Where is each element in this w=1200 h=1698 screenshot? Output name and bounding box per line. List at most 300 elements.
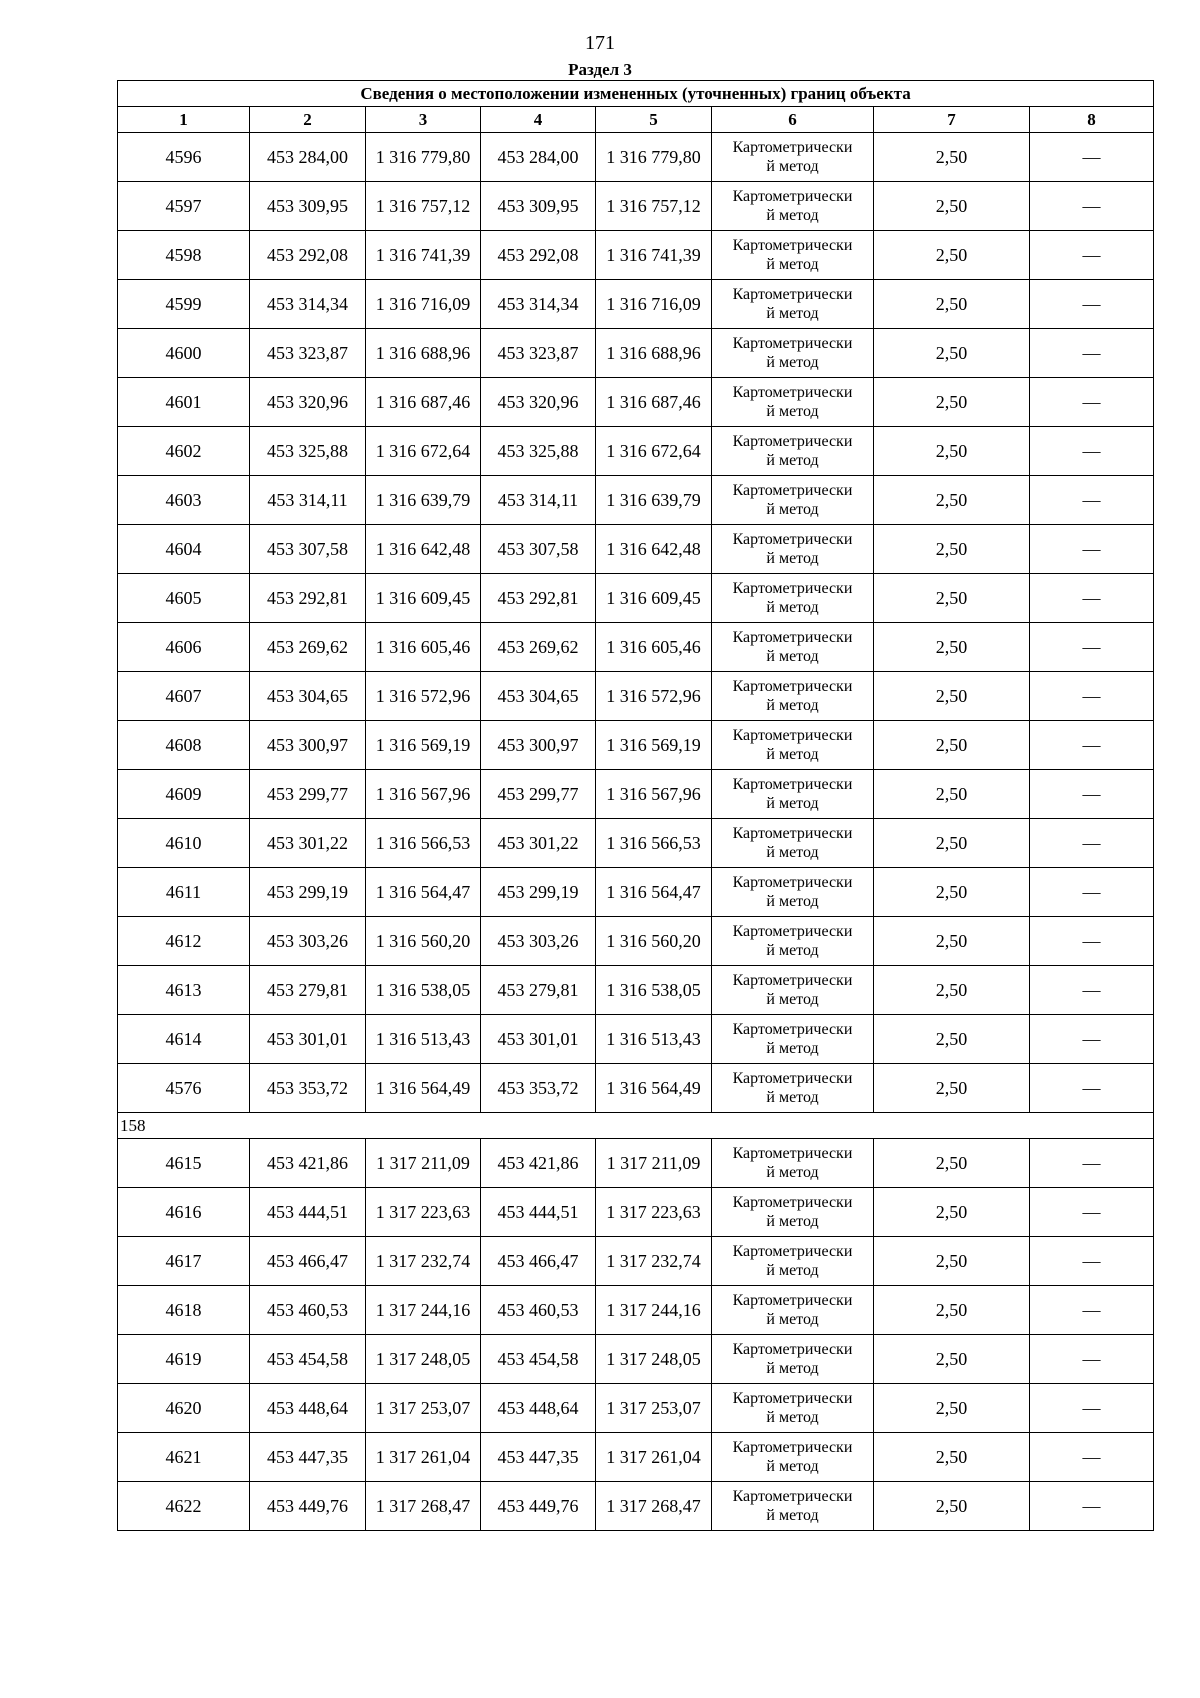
new-x-cell: 453 449,76 [481, 1482, 596, 1531]
method-text: Картометрически [732, 727, 853, 744]
method-text: й метод [766, 844, 819, 861]
method-text: й метод [766, 207, 819, 224]
method-cell [712, 1139, 874, 1188]
accuracy-cell: 2,50 [874, 1139, 1030, 1188]
method-text: й метод [766, 991, 819, 1008]
new-y-cell: 1 316 538,05 [596, 966, 712, 1015]
method-text: Картометрически [732, 1439, 853, 1456]
method-text: й метод [766, 550, 819, 567]
old-x-cell: 453 454,58 [250, 1335, 366, 1384]
coordinates-table [117, 80, 1154, 1531]
point-number-cell: 4618 [118, 1286, 250, 1335]
old-x-cell: 453 279,81 [250, 966, 366, 1015]
method-cell [712, 1335, 874, 1384]
method-text: й метод [766, 403, 819, 420]
new-y-cell: 1 317 253,07 [596, 1384, 712, 1433]
old-y-cell: 1 316 564,47 [366, 868, 481, 917]
new-y-cell: 1 316 672,64 [596, 427, 712, 476]
table-body [118, 133, 1154, 1531]
new-x-cell: 453 279,81 [481, 966, 596, 1015]
method-text: й метод [766, 648, 819, 665]
accuracy-cell: 2,50 [874, 280, 1030, 329]
new-x-cell: 453 309,95 [481, 182, 596, 231]
old-y-cell: 1 316 560,20 [366, 917, 481, 966]
old-y-cell: 1 316 642,48 [366, 525, 481, 574]
accuracy-cell: 2,50 [874, 868, 1030, 917]
method-cell [712, 231, 874, 280]
accuracy-cell: 2,50 [874, 917, 1030, 966]
new-x-cell: 453 454,58 [481, 1335, 596, 1384]
new-x-cell: 453 299,77 [481, 770, 596, 819]
new-x-cell: 453 314,34 [481, 280, 596, 329]
accuracy-cell: 2,50 [874, 1286, 1030, 1335]
method-cell [712, 182, 874, 231]
method-text: Картометрически [732, 286, 853, 303]
point-number-cell: 4606 [118, 623, 250, 672]
new-x-cell: 453 421,86 [481, 1139, 596, 1188]
old-x-cell: 453 460,53 [250, 1286, 366, 1335]
accuracy-cell: 2,50 [874, 133, 1030, 182]
accuracy-cell: 2,50 [874, 1015, 1030, 1064]
note-cell: — [1030, 1188, 1154, 1237]
table-row [118, 1286, 1154, 1335]
method-text: й метод [766, 942, 819, 959]
new-x-cell: 453 299,19 [481, 868, 596, 917]
old-y-cell: 1 316 567,96 [366, 770, 481, 819]
method-text: й метод [766, 256, 819, 273]
method-cell [712, 672, 874, 721]
note-cell: — [1030, 182, 1154, 231]
new-x-cell: 453 303,26 [481, 917, 596, 966]
old-y-cell: 1 317 261,04 [366, 1433, 481, 1482]
new-y-cell: 1 316 687,46 [596, 378, 712, 427]
note-cell: — [1030, 378, 1154, 427]
new-x-cell: 453 301,01 [481, 1015, 596, 1064]
method-text: Картометрически [732, 678, 853, 695]
note-cell: — [1030, 133, 1154, 182]
note-cell: — [1030, 917, 1154, 966]
method-text: Картометрически [732, 335, 853, 352]
new-y-cell: 1 316 567,96 [596, 770, 712, 819]
note-cell: — [1030, 672, 1154, 721]
method-text: й метод [766, 1262, 819, 1279]
method-text: Картометрически [732, 188, 853, 205]
method-text: й метод [766, 1507, 819, 1524]
old-x-cell: 453 444,51 [250, 1188, 366, 1237]
point-number-cell: 4613 [118, 966, 250, 1015]
method-text: Картометрически [732, 1021, 853, 1038]
group-row [118, 1113, 1154, 1139]
method-text: Картометрически [732, 433, 853, 450]
method-cell [712, 329, 874, 378]
new-y-cell: 1 316 741,39 [596, 231, 712, 280]
method-cell [712, 280, 874, 329]
table-row [118, 1433, 1154, 1482]
point-number-cell: 4607 [118, 672, 250, 721]
new-y-cell: 1 316 564,47 [596, 868, 712, 917]
old-y-cell: 1 316 741,39 [366, 231, 481, 280]
method-cell [712, 1064, 874, 1113]
table-row [118, 721, 1154, 770]
new-y-cell: 1 317 244,16 [596, 1286, 712, 1335]
method-text: Картометрически [732, 237, 853, 254]
point-number-cell: 4610 [118, 819, 250, 868]
accuracy-cell: 2,50 [874, 966, 1030, 1015]
old-x-cell: 453 353,72 [250, 1064, 366, 1113]
old-x-cell: 453 300,97 [250, 721, 366, 770]
table-row [118, 1139, 1154, 1188]
note-cell: — [1030, 868, 1154, 917]
table-row [118, 231, 1154, 280]
point-number-cell: 4621 [118, 1433, 250, 1482]
table-row [118, 280, 1154, 329]
new-y-cell: 1 316 609,45 [596, 574, 712, 623]
method-text: й метод [766, 599, 819, 616]
old-y-cell: 1 317 268,47 [366, 1482, 481, 1531]
old-x-cell: 453 292,08 [250, 231, 366, 280]
method-cell [712, 721, 874, 770]
old-y-cell: 1 317 244,16 [366, 1286, 481, 1335]
method-text: й метод [766, 452, 819, 469]
new-x-cell: 453 269,62 [481, 623, 596, 672]
column-number: 6 [712, 107, 874, 133]
table-row [118, 1482, 1154, 1531]
method-text: й метод [766, 158, 819, 175]
old-y-cell: 1 316 605,46 [366, 623, 481, 672]
new-x-cell: 453 320,96 [481, 378, 596, 427]
new-x-cell: 453 444,51 [481, 1188, 596, 1237]
method-cell [712, 819, 874, 868]
old-y-cell: 1 316 757,12 [366, 182, 481, 231]
column-number: 5 [596, 107, 712, 133]
new-y-cell: 1 316 642,48 [596, 525, 712, 574]
new-y-cell: 1 316 566,53 [596, 819, 712, 868]
method-cell [712, 378, 874, 427]
new-y-cell: 1 316 605,46 [596, 623, 712, 672]
old-y-cell: 1 316 687,46 [366, 378, 481, 427]
note-cell: — [1030, 623, 1154, 672]
old-y-cell: 1 316 716,09 [366, 280, 481, 329]
table-row [118, 1064, 1154, 1113]
method-text: Картометрически [732, 139, 853, 156]
method-cell [712, 1286, 874, 1335]
column-number: 3 [366, 107, 481, 133]
new-x-cell: 453 284,00 [481, 133, 596, 182]
column-number: 1 [118, 107, 250, 133]
method-text: Картометрически [732, 923, 853, 940]
point-number-cell: 4605 [118, 574, 250, 623]
old-y-cell: 1 317 223,63 [366, 1188, 481, 1237]
note-cell: — [1030, 231, 1154, 280]
method-text: й метод [766, 893, 819, 910]
old-x-cell: 453 314,11 [250, 476, 366, 525]
method-text: й метод [766, 795, 819, 812]
note-cell: — [1030, 1433, 1154, 1482]
method-cell [712, 525, 874, 574]
note-cell: — [1030, 1482, 1154, 1531]
new-x-cell: 453 447,35 [481, 1433, 596, 1482]
point-number-cell: 4616 [118, 1188, 250, 1237]
point-number-cell: 4602 [118, 427, 250, 476]
point-number-cell: 4608 [118, 721, 250, 770]
point-number-cell: 4598 [118, 231, 250, 280]
old-x-cell: 453 299,19 [250, 868, 366, 917]
point-number-cell: 4576 [118, 1064, 250, 1113]
old-y-cell: 1 316 688,96 [366, 329, 481, 378]
point-number-cell: 4622 [118, 1482, 250, 1531]
old-x-cell: 453 448,64 [250, 1384, 366, 1433]
method-text: й метод [766, 697, 819, 714]
new-y-cell: 1 317 261,04 [596, 1433, 712, 1482]
table-row [118, 917, 1154, 966]
new-x-cell: 453 325,88 [481, 427, 596, 476]
old-x-cell: 453 309,95 [250, 182, 366, 231]
table-row [118, 182, 1154, 231]
method-cell [712, 1188, 874, 1237]
method-text: й метод [766, 1409, 819, 1426]
old-y-cell: 1 317 211,09 [366, 1139, 481, 1188]
new-y-cell: 1 317 232,74 [596, 1237, 712, 1286]
old-x-cell: 453 314,34 [250, 280, 366, 329]
old-x-cell: 453 269,62 [250, 623, 366, 672]
table-row [118, 1237, 1154, 1286]
new-x-cell: 453 292,08 [481, 231, 596, 280]
new-x-cell: 453 448,64 [481, 1384, 596, 1433]
method-text: Картометрически [732, 1390, 853, 1407]
method-cell [712, 868, 874, 917]
table-row [118, 525, 1154, 574]
table-row [118, 329, 1154, 378]
old-x-cell: 453 447,35 [250, 1433, 366, 1482]
method-text: й метод [766, 501, 819, 518]
point-number-cell: 4601 [118, 378, 250, 427]
old-x-cell: 453 325,88 [250, 427, 366, 476]
method-text: Картометрически [732, 776, 853, 793]
table-row [118, 623, 1154, 672]
accuracy-cell: 2,50 [874, 1064, 1030, 1113]
method-cell [712, 623, 874, 672]
new-x-cell: 453 353,72 [481, 1064, 596, 1113]
table-row [118, 476, 1154, 525]
table-row [118, 133, 1154, 182]
accuracy-cell: 2,50 [874, 1482, 1030, 1531]
old-y-cell: 1 317 248,05 [366, 1335, 481, 1384]
method-text: й метод [766, 1089, 819, 1106]
column-number: 8 [1030, 107, 1154, 133]
note-cell: — [1030, 329, 1154, 378]
old-x-cell: 453 304,65 [250, 672, 366, 721]
point-number-cell: 4620 [118, 1384, 250, 1433]
column-number: 7 [874, 107, 1030, 133]
accuracy-cell: 2,50 [874, 329, 1030, 378]
accuracy-cell: 2,50 [874, 623, 1030, 672]
table-caption: Сведения о местоположении измененных (уточненных) границ объекта [118, 81, 1154, 107]
new-y-cell: 1 317 223,63 [596, 1188, 712, 1237]
note-cell: — [1030, 1286, 1154, 1335]
old-x-cell: 453 292,81 [250, 574, 366, 623]
table-row [118, 868, 1154, 917]
accuracy-cell: 2,50 [874, 819, 1030, 868]
note-cell: — [1030, 1064, 1154, 1113]
accuracy-cell: 2,50 [874, 476, 1030, 525]
column-number: 2 [250, 107, 366, 133]
old-y-cell: 1 316 609,45 [366, 574, 481, 623]
point-number-cell: 4599 [118, 280, 250, 329]
note-cell: — [1030, 721, 1154, 770]
old-y-cell: 1 316 569,19 [366, 721, 481, 770]
method-text: й метод [766, 1164, 819, 1181]
note-cell: — [1030, 1335, 1154, 1384]
accuracy-cell: 2,50 [874, 182, 1030, 231]
accuracy-cell: 2,50 [874, 1384, 1030, 1433]
method-text: Картометрически [732, 1341, 853, 1358]
old-x-cell: 453 320,96 [250, 378, 366, 427]
column-number: 4 [481, 107, 596, 133]
method-text: й метод [766, 1458, 819, 1475]
method-text: Картометрически [732, 1194, 853, 1211]
new-x-cell: 453 300,97 [481, 721, 596, 770]
method-text: Картометрически [732, 1070, 853, 1087]
method-text: Картометрически [732, 825, 853, 842]
method-cell [712, 1433, 874, 1482]
note-cell: — [1030, 525, 1154, 574]
old-x-cell: 453 301,01 [250, 1015, 366, 1064]
point-number-cell: 4614 [118, 1015, 250, 1064]
old-x-cell: 453 449,76 [250, 1482, 366, 1531]
new-y-cell: 1 316 688,96 [596, 329, 712, 378]
note-cell: — [1030, 770, 1154, 819]
old-x-cell: 453 299,77 [250, 770, 366, 819]
method-cell [712, 966, 874, 1015]
new-x-cell: 453 304,65 [481, 672, 596, 721]
method-text: й метод [766, 746, 819, 763]
method-text: Картометрически [732, 629, 853, 646]
accuracy-cell: 2,50 [874, 231, 1030, 280]
method-text: Картометрически [732, 531, 853, 548]
old-y-cell: 1 316 639,79 [366, 476, 481, 525]
accuracy-cell: 2,50 [874, 1335, 1030, 1384]
table-row [118, 966, 1154, 1015]
method-cell [712, 1015, 874, 1064]
new-x-cell: 453 460,53 [481, 1286, 596, 1335]
point-number-cell: 4596 [118, 133, 250, 182]
note-cell: — [1030, 819, 1154, 868]
new-y-cell: 1 316 569,19 [596, 721, 712, 770]
accuracy-cell: 2,50 [874, 1237, 1030, 1286]
new-x-cell: 453 301,22 [481, 819, 596, 868]
old-x-cell: 453 284,00 [250, 133, 366, 182]
table-row [118, 574, 1154, 623]
method-text: й метод [766, 1311, 819, 1328]
new-y-cell: 1 316 639,79 [596, 476, 712, 525]
method-text: Картометрически [732, 384, 853, 401]
note-cell: — [1030, 280, 1154, 329]
method-text: Картометрически [732, 972, 853, 989]
accuracy-cell: 2,50 [874, 1433, 1030, 1482]
old-x-cell: 453 307,58 [250, 525, 366, 574]
new-x-cell: 453 466,47 [481, 1237, 596, 1286]
method-text: й метод [766, 1040, 819, 1057]
method-cell [712, 1482, 874, 1531]
point-number-cell: 4603 [118, 476, 250, 525]
table-row [118, 378, 1154, 427]
new-y-cell: 1 317 248,05 [596, 1335, 712, 1384]
new-y-cell: 1 317 211,09 [596, 1139, 712, 1188]
note-cell: — [1030, 427, 1154, 476]
method-text: й метод [766, 1360, 819, 1377]
table-row [118, 427, 1154, 476]
method-text: Картометрически [732, 1488, 853, 1505]
new-y-cell: 1 316 513,43 [596, 1015, 712, 1064]
old-y-cell: 1 316 572,96 [366, 672, 481, 721]
method-cell [712, 917, 874, 966]
old-x-cell: 453 466,47 [250, 1237, 366, 1286]
old-x-cell: 453 303,26 [250, 917, 366, 966]
new-x-cell: 453 307,58 [481, 525, 596, 574]
method-text: Картометрически [732, 1145, 853, 1162]
new-y-cell: 1 316 757,12 [596, 182, 712, 231]
note-cell: — [1030, 1015, 1154, 1064]
accuracy-cell: 2,50 [874, 1188, 1030, 1237]
accuracy-cell: 2,50 [874, 427, 1030, 476]
method-text: Картометрически [732, 1243, 853, 1260]
point-number-cell: 4600 [118, 329, 250, 378]
method-cell [712, 1237, 874, 1286]
old-x-cell: 453 301,22 [250, 819, 366, 868]
note-cell: — [1030, 1237, 1154, 1286]
old-x-cell: 453 421,86 [250, 1139, 366, 1188]
method-text: й метод [766, 354, 819, 371]
accuracy-cell: 2,50 [874, 721, 1030, 770]
old-y-cell: 1 317 253,07 [366, 1384, 481, 1433]
point-number-cell: 4619 [118, 1335, 250, 1384]
note-cell: — [1030, 966, 1154, 1015]
method-cell [712, 427, 874, 476]
new-y-cell: 1 316 564,49 [596, 1064, 712, 1113]
section-title: Раздел 3 [568, 60, 632, 79]
method-cell [712, 770, 874, 819]
new-x-cell: 453 314,11 [481, 476, 596, 525]
method-text: й метод [766, 1213, 819, 1230]
new-y-cell: 1 316 572,96 [596, 672, 712, 721]
point-number-cell: 4617 [118, 1237, 250, 1286]
point-number-cell: 4611 [118, 868, 250, 917]
table-row [118, 672, 1154, 721]
accuracy-cell: 2,50 [874, 574, 1030, 623]
method-text: Картометрически [732, 1292, 853, 1309]
new-y-cell: 1 316 560,20 [596, 917, 712, 966]
old-y-cell: 1 316 566,53 [366, 819, 481, 868]
page-number: 171 [585, 32, 615, 54]
old-y-cell: 1 317 232,74 [366, 1237, 481, 1286]
point-number-cell: 4612 [118, 917, 250, 966]
old-y-cell: 1 316 672,64 [366, 427, 481, 476]
point-number-cell: 4604 [118, 525, 250, 574]
old-y-cell: 1 316 538,05 [366, 966, 481, 1015]
note-cell: — [1030, 1139, 1154, 1188]
new-x-cell: 453 292,81 [481, 574, 596, 623]
new-y-cell: 1 317 268,47 [596, 1482, 712, 1531]
table-row [118, 1015, 1154, 1064]
note-cell: — [1030, 1384, 1154, 1433]
new-y-cell: 1 316 716,09 [596, 280, 712, 329]
method-text: Картометрически [732, 874, 853, 891]
new-y-cell: 1 316 779,80 [596, 133, 712, 182]
table-row [118, 1188, 1154, 1237]
method-text: Картометрически [732, 580, 853, 597]
note-cell: — [1030, 574, 1154, 623]
old-y-cell: 1 316 513,43 [366, 1015, 481, 1064]
